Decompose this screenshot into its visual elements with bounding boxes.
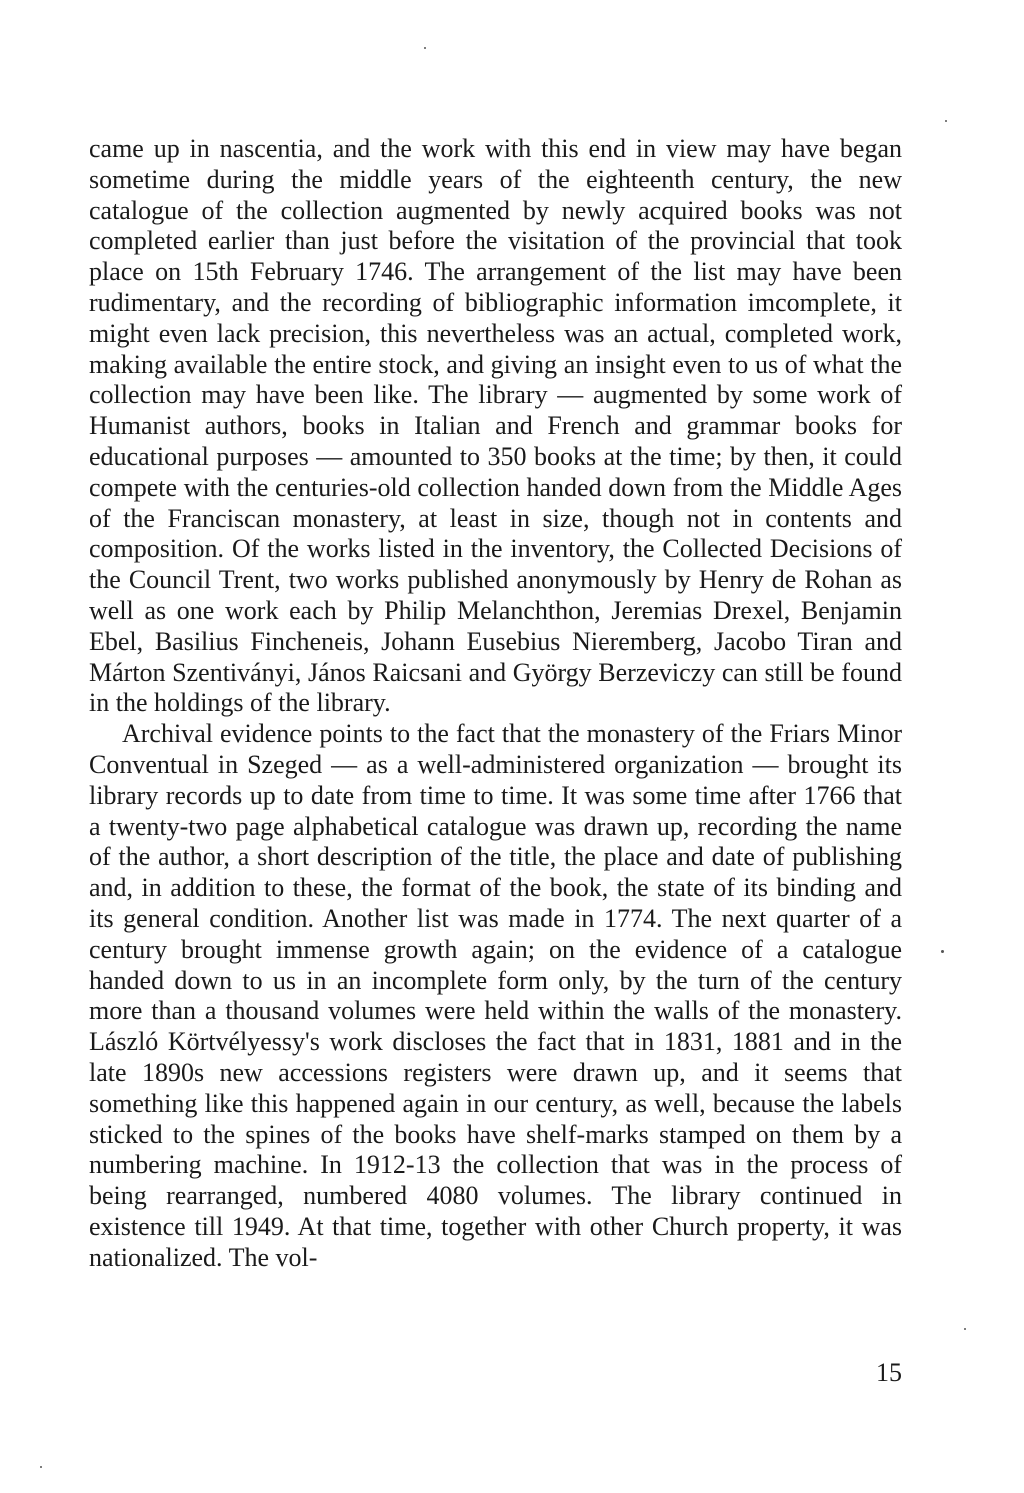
page-number: 15 bbox=[876, 1358, 902, 1387]
paragraph-continued: came up in nascentia, and the work with this end in view may have began sometime during the middle years of the eighteenth century, the new catalogue of the collection augmented by newly acquired books was not completed earlier than just before the visitation of the provincial that took place on 15th February 1746. The arrangement of the list may have been rudimentary, and the recording of bibliographic information imcomplete, it might even lack precision, this nevertheless was an actual, completed work, making available the entire stock, and giving an insight even to us of what the collection may have been like. The library — augmented by some work of Humanist authors, books in Italian and French and grammar books for educational purposes — amounted to 350 books at the time; by then, it could compete with the centuries-old collection handed down from the Middle Ages of the Franciscan monastery, at least in size, though not in contents and composition. Of the works listed in the inventory, the Collected Decisions of the Council Trent, two works published anonymously by Henry de Rohan as well as one work each by Philip Melanchthon, Jeremias Drexel, Benjamin Ebel, Basilius Fincheneis, Johann Eusebius Nieremberg, Jacobo Tiran and Márton Szentiványi, János Raicsani and György Berzeviczy can still be found in the holdings of the library. bbox=[89, 134, 902, 718]
print-speck bbox=[945, 120, 947, 122]
print-speck bbox=[40, 1466, 42, 1468]
print-speck bbox=[941, 950, 944, 953]
print-speck bbox=[424, 47, 426, 49]
body-text bbox=[89, 134, 902, 1273]
print-speck bbox=[964, 1328, 966, 1330]
paragraph-archival-evidence: Archival evidence points to the fact that the monastery of the Friars Minor Conventual in Szeged — as a well-administered organization — brought its library records up to date from time to time. It was some time after 1766 that a twenty-two page alphabetical catalogue was drawn up, recording the name of the author, a short description of the title, the place and date of publishing and, in addition to these, the format of the book, the state of its binding and its general condition. Another list was made in 1774. The next quarter of a century brought immense growth again; on the evidence of a catalogue handed down to us in an incomplete form only, by the turn of the century more than a thousand volumes were held within the walls of the monastery. László Körtvélyessy's work discloses the fact that in 1831, 1881 and in the late 1890s new accessions registers were drawn up, and it seems that something like this happened again in our century, as well, because the labels sticked to the spines of the books have shelf-marks stamped on them by a numbering machine. In 1912-13 the collection that was in the process of being rearranged, numbered 4080 volumes. The library continued in existence till 1949. At that time, together with other Church property, it was nationalized. The vol- bbox=[89, 719, 902, 1272]
